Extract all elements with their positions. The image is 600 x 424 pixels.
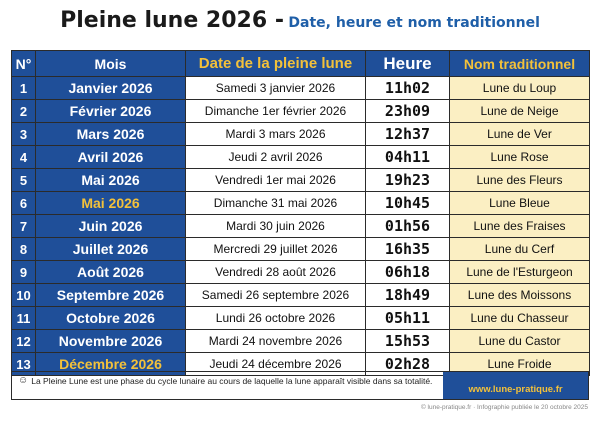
row-traditional-name: Lune de l'Esturgeon bbox=[450, 261, 590, 284]
row-traditional-name: Lune de Ver bbox=[450, 123, 590, 146]
row-traditional-name: Lune de Neige bbox=[450, 100, 590, 123]
row-month: Septembre 2026 bbox=[36, 284, 186, 307]
row-traditional-name: Lune des Fleurs bbox=[450, 169, 590, 192]
row-month: Juillet 2026 bbox=[36, 238, 186, 261]
website-link[interactable]: www.lune-pratique.fr bbox=[443, 372, 588, 399]
row-number: 6 bbox=[12, 192, 36, 215]
row-month: Mars 2026 bbox=[36, 123, 186, 146]
header-heure: Heure bbox=[366, 51, 450, 77]
row-traditional-name: Lune Bleue bbox=[450, 192, 590, 215]
row-number: 11 bbox=[12, 307, 36, 330]
table-row bbox=[12, 77, 590, 100]
table-row bbox=[12, 169, 590, 192]
table-row bbox=[12, 215, 590, 238]
row-traditional-name: Lune du Castor bbox=[450, 330, 590, 353]
row-month: Octobre 2026 bbox=[36, 307, 186, 330]
row-month: Juin 2026 bbox=[36, 215, 186, 238]
row-time: 04h11 bbox=[366, 146, 450, 169]
row-number: 4 bbox=[12, 146, 36, 169]
row-month: Décembre 2026 bbox=[36, 353, 186, 376]
row-number: 1 bbox=[12, 77, 36, 100]
title-subtitle: Date, heure et nom traditionnel bbox=[288, 15, 540, 31]
credit-line: © lune-pratique.fr · Infographie publiée le 20 octobre 2025 bbox=[420, 404, 588, 411]
row-time: 01h56 bbox=[366, 215, 450, 238]
row-date: Mardi 3 mars 2026 bbox=[186, 123, 366, 146]
table-row bbox=[12, 330, 590, 353]
row-time: 15h53 bbox=[366, 330, 450, 353]
row-traditional-name: Lune Rose bbox=[450, 146, 590, 169]
table-row bbox=[12, 192, 590, 215]
table-row bbox=[12, 146, 590, 169]
row-time: 05h11 bbox=[366, 307, 450, 330]
row-traditional-name: Lune du Chasseur bbox=[450, 307, 590, 330]
title-main: Pleine lune 2026 - bbox=[60, 8, 284, 33]
row-number: 3 bbox=[12, 123, 36, 146]
footer-note-text: La Pleine Lune est une phase du cycle lunaire au cours de laquelle la lune apparaît visible dans sa totalité. bbox=[31, 376, 433, 386]
row-date: Dimanche 31 mai 2026 bbox=[186, 192, 366, 215]
row-month: Janvier 2026 bbox=[36, 77, 186, 100]
row-time: 11h02 bbox=[366, 77, 450, 100]
row-traditional-name: Lune des Fraises bbox=[450, 215, 590, 238]
row-time: 23h09 bbox=[366, 100, 450, 123]
row-time: 19h23 bbox=[366, 169, 450, 192]
row-traditional-name: Lune Froide bbox=[450, 353, 590, 376]
row-number: 8 bbox=[12, 238, 36, 261]
row-date: Dimanche 1er février 2026 bbox=[186, 100, 366, 123]
row-time: 18h49 bbox=[366, 284, 450, 307]
row-month: Août 2026 bbox=[36, 261, 186, 284]
full-moon-table bbox=[11, 50, 590, 376]
row-time: 06h18 bbox=[366, 261, 450, 284]
row-number: 10 bbox=[12, 284, 36, 307]
row-number: 2 bbox=[12, 100, 36, 123]
row-date: Jeudi 2 avril 2026 bbox=[186, 146, 366, 169]
row-number: 5 bbox=[12, 169, 36, 192]
row-date: Vendredi 28 août 2026 bbox=[186, 261, 366, 284]
row-date: Jeudi 24 décembre 2026 bbox=[186, 353, 366, 376]
row-date: Mardi 24 novembre 2026 bbox=[186, 330, 366, 353]
row-time: 02h28 bbox=[366, 353, 450, 376]
footer-note bbox=[12, 372, 443, 399]
row-traditional-name: Lune du Loup bbox=[450, 77, 590, 100]
row-time: 10h45 bbox=[366, 192, 450, 215]
row-traditional-name: Lune des Moissons bbox=[450, 284, 590, 307]
smiley-moon-icon: ☺ bbox=[18, 375, 29, 386]
header-nom: Nom traditionnel bbox=[450, 51, 590, 77]
row-number: 9 bbox=[12, 261, 36, 284]
row-month: Avril 2026 bbox=[36, 146, 186, 169]
row-month: Février 2026 bbox=[36, 100, 186, 123]
footer-box bbox=[11, 371, 589, 400]
row-month: Mai 2026 bbox=[36, 192, 186, 215]
header-num: N° bbox=[12, 51, 36, 77]
row-month: Mai 2026 bbox=[36, 169, 186, 192]
row-number: 7 bbox=[12, 215, 36, 238]
table-row bbox=[12, 123, 590, 146]
row-date: Vendredi 1er mai 2026 bbox=[186, 169, 366, 192]
row-month: Novembre 2026 bbox=[36, 330, 186, 353]
row-number: 13 bbox=[12, 353, 36, 376]
row-date: Mardi 30 juin 2026 bbox=[186, 215, 366, 238]
table-row bbox=[12, 307, 590, 330]
table-row bbox=[12, 100, 590, 123]
header-mois: Mois bbox=[36, 51, 186, 77]
row-time: 16h35 bbox=[366, 238, 450, 261]
row-date: Samedi 3 janvier 2026 bbox=[186, 77, 366, 100]
row-traditional-name: Lune du Cerf bbox=[450, 238, 590, 261]
table-header-row bbox=[12, 51, 590, 77]
table-row bbox=[12, 238, 590, 261]
table-row bbox=[12, 284, 590, 307]
table-row bbox=[12, 261, 590, 284]
header-date: Date de la pleine lune bbox=[186, 51, 366, 77]
page-title bbox=[0, 8, 600, 33]
row-time: 12h37 bbox=[366, 123, 450, 146]
row-date: Samedi 26 septembre 2026 bbox=[186, 284, 366, 307]
row-date: Lundi 26 octobre 2026 bbox=[186, 307, 366, 330]
row-number: 12 bbox=[12, 330, 36, 353]
row-date: Mercredi 29 juillet 2026 bbox=[186, 238, 366, 261]
